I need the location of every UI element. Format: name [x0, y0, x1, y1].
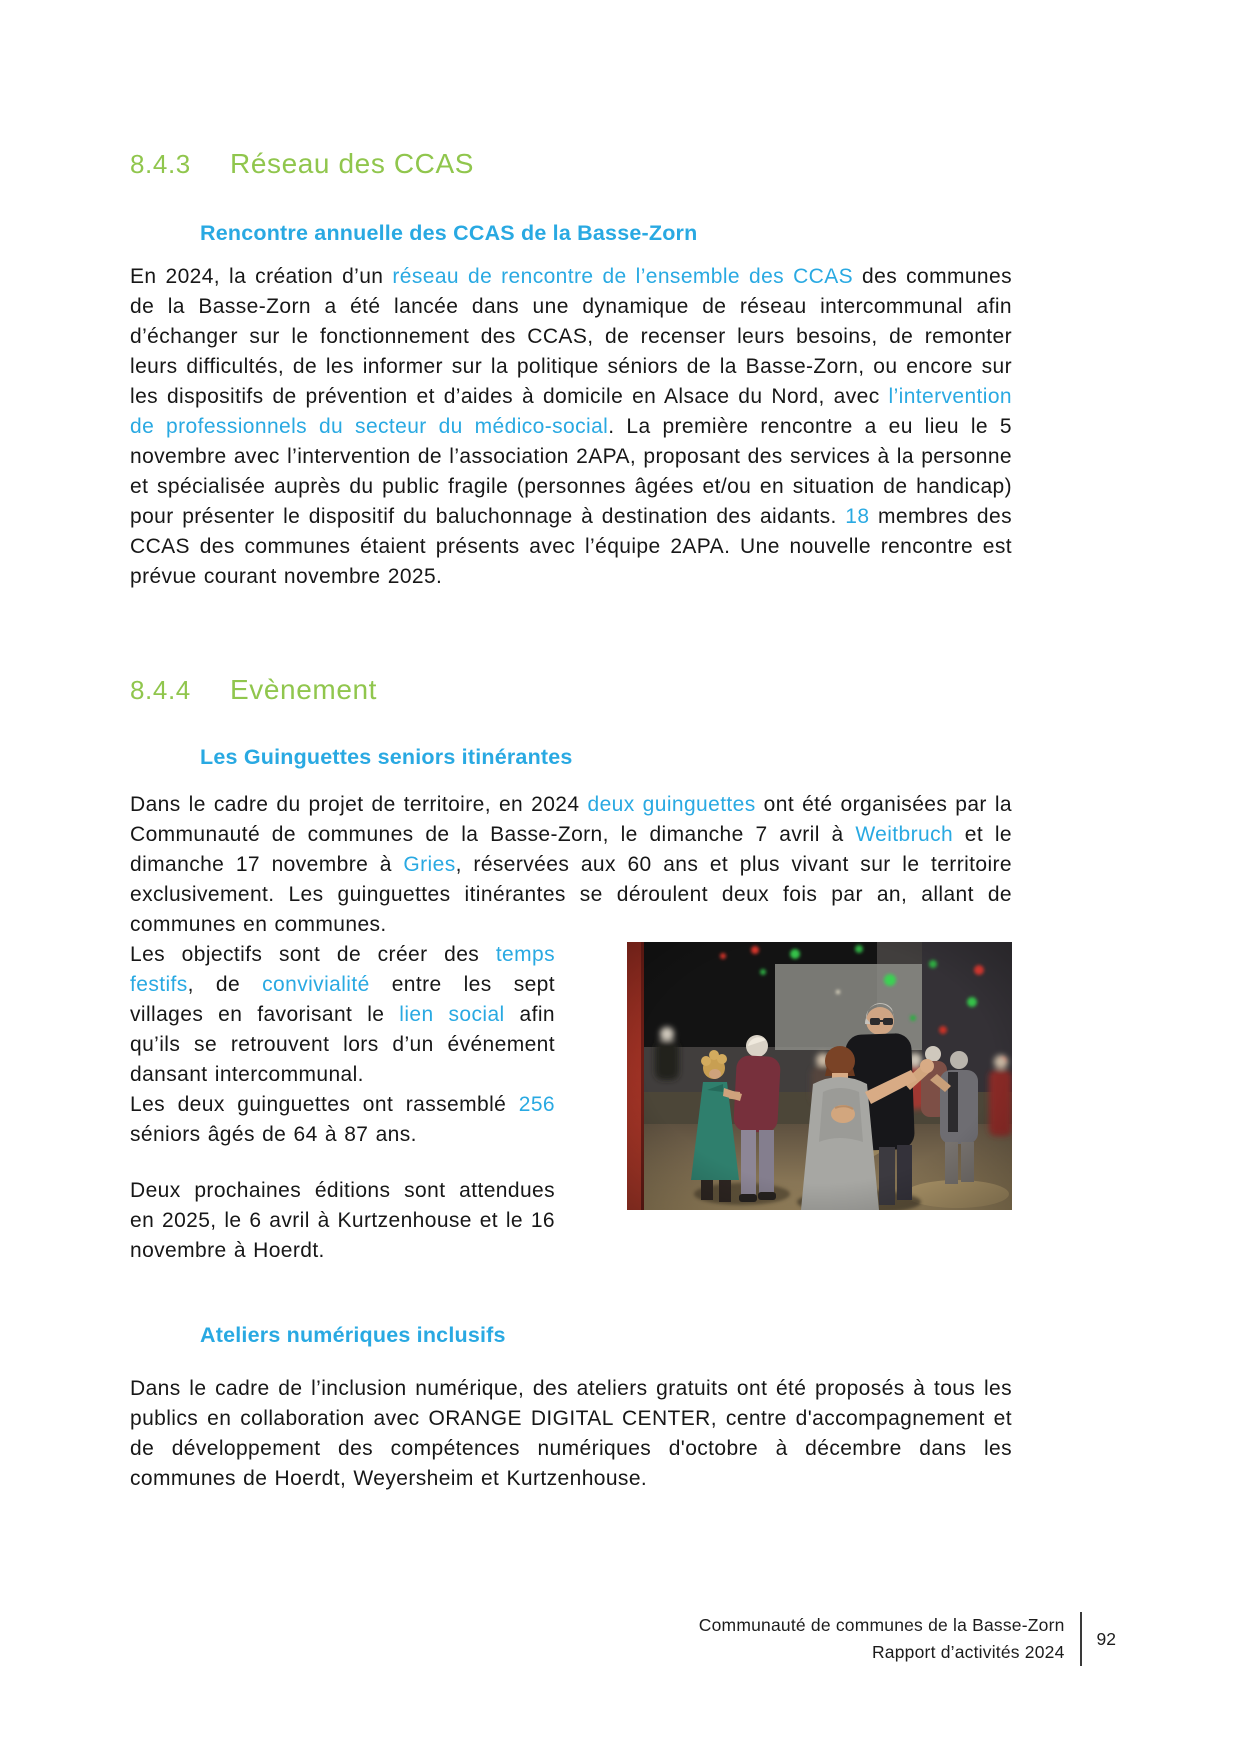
text-segment: Dans le cadre de l’inclusion numérique, des ateliers gratuits ont été proposés à tous les publics en collaboration avec ORANGE DIGITAL CENTER, centre d'accompagnement et de développement des compétences numériques d'octobre à décembre dans les communes de Hoerdt, Weyersheim et Kurtzenhouse.	[130, 1377, 1012, 1490]
text-segment: . La première rencontre a eu lieu le 5 novembre avec l’intervention de l’association 2APA, proposant des services à la personne et spécialisée auprès du public fragile (personnes âgées et/ou en situation de handicap) pour présenter le dispositif du baluchonnage à destination des aidants.	[130, 415, 1012, 528]
highlighted-text: temps festifs	[130, 943, 555, 996]
section-heading-843	[130, 146, 1012, 182]
footer-text	[699, 1612, 1065, 1666]
highlighted-text: lien social	[399, 1003, 505, 1026]
text-segment: Les objectifs sont de créer des	[130, 943, 496, 966]
highlighted-text: 18	[845, 505, 870, 528]
text-segment: ont été organisées par la Communauté de communes de la Basse-Zorn, le dimanche 7 avril à	[130, 793, 1012, 846]
highlighted-text: Gries	[403, 853, 456, 876]
text-segment: membres des CCAS des communes étaient présents avec l’équipe 2APA. Une nouvelle rencontre est prévue courant novembre 2025.	[130, 505, 1012, 588]
text-segment: afin qu’ils se retrouvent lors d’un événement dansant intercommunal.	[130, 1003, 555, 1086]
footer-line-1: Communauté de communes de la Basse-Zorn	[698, 1615, 1065, 1635]
guinguette-dancers-photo	[627, 942, 1012, 1210]
paragraph-guinguettes-intro	[130, 790, 1012, 940]
paragraph-ateliers-numeriques	[130, 1374, 1012, 1494]
highlighted-text: Weitbruch	[855, 823, 954, 846]
highlighted-text: réseau de rencontre de l’ensemble des CCAS	[392, 265, 854, 288]
text-segment: des communes de la Basse-Zorn a été lancée dans une dynamique de réseau intercommunal afin d’échanger sur le fonctionnement des CCAS, de recenser leurs besoins, de remonter leurs difficultés, de les informer sur la politique séniors de la Basse-Zorn, ou encore sur les dispositifs de prévention et d’aides à domicile en Alsace du Nord, avec	[130, 265, 1012, 408]
text-segment: séniors âgés de 64 à 87 ans.	[130, 1123, 417, 1146]
text-segment: , de	[187, 973, 263, 996]
highlighted-text: l’intervention de professionnels du secteur du médico-social	[130, 385, 1012, 438]
highlighted-text: convivialité	[262, 973, 370, 996]
text-segment: En 2024, la création d’un	[130, 265, 393, 288]
section-title: Réseau des CCAS	[230, 148, 475, 179]
text-segment: Dans le cadre du projet de territoire, en 2024	[130, 793, 588, 816]
footer-line-2: Rapport d’activités 2024	[871, 1642, 1065, 1662]
page-number: 92	[1096, 1628, 1116, 1649]
guinguette-photo-frame	[627, 942, 1012, 1210]
subheading-guinguettes: Les Guinguettes seniors itinérantes	[200, 745, 573, 769]
subheading-ateliers-numeriques: Ateliers numériques inclusifs	[200, 1323, 506, 1347]
highlighted-text: 256	[518, 1093, 555, 1116]
text-segment: entre les sept villages en favorisant le	[130, 973, 555, 1026]
page-footer	[699, 1612, 1116, 1666]
section-title: Evènement	[230, 674, 378, 705]
text-segment: Deux prochaines éditions sont attendues en 2025, le 6 avril à Kurtzenhouse et le 16 novembre à Hoerdt.	[130, 1179, 555, 1262]
subheading-rencontre-annuelle: Rencontre annuelle des CCAS de la Basse-Zorn	[200, 221, 698, 245]
text-segment: , réservées aux 60 ans et plus vivant sur le territoire exclusivement. Les guinguettes itinérantes se déroulent deux fois par an, allant de communes en communes.	[130, 853, 1013, 936]
section-number: 8.4.3	[130, 149, 191, 179]
footer-divider	[1080, 1612, 1082, 1666]
section-number: 8.4.4	[130, 675, 191, 705]
highlighted-text: deux guinguettes	[587, 793, 756, 816]
section-heading-844	[130, 672, 1012, 708]
guinguettes-detail-section	[130, 940, 1012, 1266]
page-content	[130, 146, 1012, 1494]
text-segment: Les deux guinguettes ont rassemblé	[130, 1093, 519, 1116]
paragraph-reseau-ccas	[130, 262, 1012, 592]
text-segment: et le dimanche 17 novembre à	[130, 823, 1012, 876]
